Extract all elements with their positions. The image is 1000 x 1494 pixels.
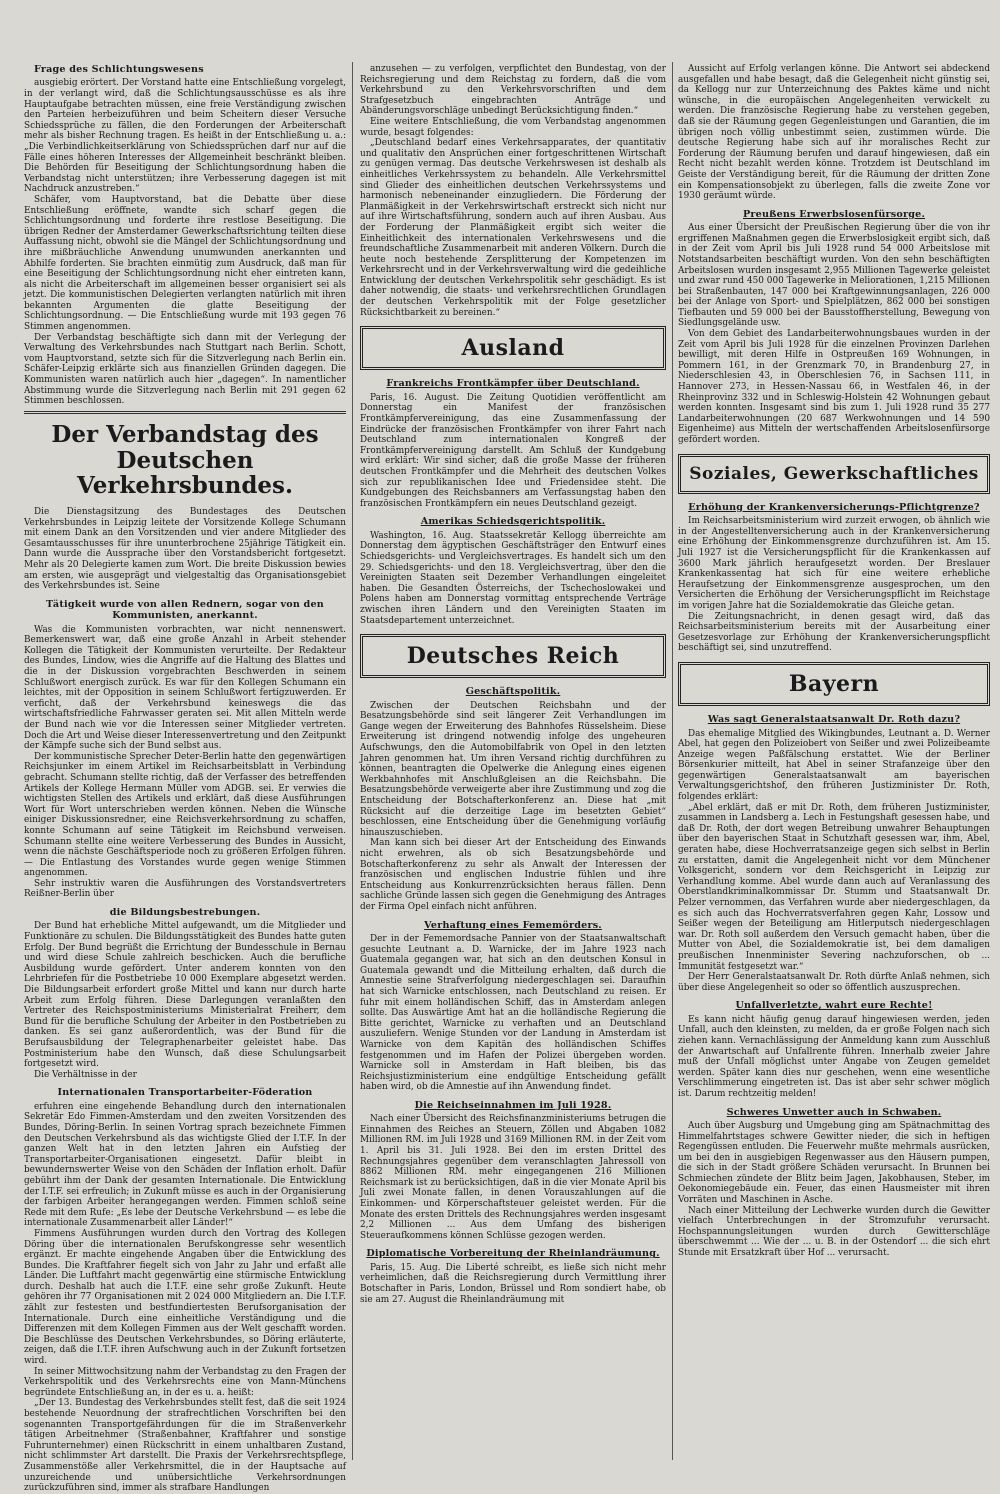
paragraph: Aussicht auf Erfolg verlangen könne. Die Antwort sei abdeckend ausgefallen und habe besagt, daß die Gelegenheit nicht günstig sei, da Kellogg nur zur Unterzeichnung des Paktes käme und nicht wünsche, in die europäischen Angelegenheiten verwickelt zu werden. Die französische Regierung habe zu verstehen gegeben, daß sie der Räumung gegen Gegenleistungen und Garantien, die im übrigen noch völlig unbestimmt seien, zustimmen würde. Die deutsche Regierung habe sich auf ihr moralisches Recht zur Forderung der Räumung berufen und darauf hingewiesen, daß ein Recht nicht bezahlt werden könne. Trotzdem ist Deutschland im Geiste der Verständigung bereit, für die Räumung der dritten Zone ein Kompensationsobjekt zu überlegen, falls die zweite Zone vor 1930 geräumt würde.: [678, 64, 990, 202]
paragraph: Fimmens Ausführungen wurden durch den Vortrag des Kollegen Döring über die internationalen Berufskongresse sehr wesentlich ergänzt. Er machte eingehende Angaben über die Entwicklung des Bundes. Die Kraftfahrer fiegelt sich von Jahr zu Jahr und erfaßt alle Länder. Die Luftfahrt macht gegenwärtig eine stürmische Entwicklung durch. Deshalb hat auch die I.T.F. eine sehr große Zukunft. Heute gehören ihr 77 Organisationen mit 2 024 000 Mitgliedern an. Die I.T.F. zählt zur festesten und bestfundiertesten Berufsorganisation der Internationale. Durch eine einheitliche Verständigung und die Differenzen mit dem Kollegen Fimmen aus der Welt geschafft worden. Die Beschlüsse des Deutschen Verkehrsbundes, so Döring erläuterte, zeigen, daß die I.T.F. ihren Aufschwung auch in der Zukunft fortsetzen wird.: [24, 1228, 346, 1367]
paragraph: Paris, 16. August. Die Zeitung Quotidien veröffentlicht am Donnerstag ein Manifest der französischen Frontkämpfervereinigung, das eine Zusammenfassung der Eindrücke der französischen Frontkämpfer von ihrer Fahrt nach Deutschland zum internationalen Kongreß der Frontkämpfervereinigung darstellt. Am Schluß der Kundgebung wird erklärt: Wir sind sicher, daß die große Masse der früheren deutschen Frontkämpfer und die Mehrheit des deutschen Volkes sich zur republikanischen Idee und Friedensidee steht. Die Kundgebungen des Reichsbanners am Verfassungstag haben den französischen Frontkämpfern ein neues Deutschland gezeigt.: [360, 392, 666, 509]
paragraph: Das ehemalige Mitglied des Wikingbundes, Leutnant a. D. Werner Abel, hat gegen den Polizeiobert von Seißer und zwei Polizeibeamte Anzeige wegen Paßfälschung erstattet. Wie der Berliner Börsenkurier mitteilt, hat Abel in seiner Strafanzeige über den gegenwärtigen Generalstaatsanwalt am bayerischen Verwaltungsgerichtshof, den früheren Justizminister Dr. Roth, folgendes erklärt:: [678, 728, 990, 803]
column-rule: [672, 62, 673, 1460]
section-box-bayern: Bayern: [678, 662, 990, 706]
paragraph: Die Verhältnisse in der: [34, 1069, 137, 1080]
paragraph: Nach einer Übersicht des Reichsfinanzministeriums betrugen die Einnahmen des Reiches an Steuern, Zöllen und Abgaben 1082 Millionen RM. im Juli 1928 und 3169 Millionen RM. in der Zeit vom 1. April bis 31. Juli 1928. Bei den im ersten Drittel des Rechnungsjahres gegenüber dem veranschlagten Jahressoll von 8862 Millionen RM. mehr eingegangenen 216 Millionen Reichsmark ist zu berücksichtigen, daß in die vier Monate April bis Juli zwei Monate fallen, in denen Vorauszahlungen auf die Einkommen- und Körperschaftsteuer geleistet werden. Für die Monate des ersten Drittels des Rechnungsjahres werden insgesamt 2,2 Millionen ... Aus dem Umfang des bisherigen Steueraufkommens können Schlüsse gezogen werden.: [360, 1114, 666, 1241]
paragraph: erfuhren eine eingehende Behandlung durch den internationalen Sekretär Edo Fimmen-Amsterdam und den zweiten Vorsitzenden des Bundes, Döring-Berlin. In seinen Vortrag sprach bezeichnete Fimmen den Deutschen Verkehrsbund als das wichtigste Glied der I.T.F. In der ganzen Welt hat in den letzten Jahren ein Aufstieg der Transportarbeiter-Organisationen eingesetzt. Dafür bleibt in bewundernswerter Weise von den Schäden der Inflation erholt. Dafür gebührt ihm der Dank der gesamten Internationale. Die Entwicklung der I.T.F. sei erfreulich; in Zukunft müsse es auch in der Organisierung der farbigen Arbeiter herangegangen werden. Fimmen schloß seine Rede mit dem Rufe: „Es lebe der Deutsche Verkehrsbund — es lebe die internationale Zusammenarbeit aller Länder!“: [24, 1101, 346, 1229]
paragraph: „Abel erklärt, daß er mit Dr. Roth, dem früheren Justizminister, zusammen in Landsberg a. Lech in Festungshaft gesessen habe, und daß Dr. Roth, der dort wegen Betreibung unwahrer Behauptungen über den bayerischen Staat in Schutzhaft gesessen war, ihm, Abel, geraten habe, diese Hochverratsanzeige gegen sich selbst in Berlin zu erstatten, damit die Angelegenheit nicht vor dem Münchener Volksgericht, sondern vor dem Reichsgericht in Leipzig zur Verhandlung komme. Abel wurde dann auch auf Veranlassung des Oberstlandkriminalkommissar Dr. Stumm und Staatsanwalt Dr. Pelzer vernommen, das Verfahren wurde aber niedergeschlagen, da es sich auch das Hochverratsverfahren gegen Kahr, Lossow und Seißer wegen der Beteiligung am Hitlerputsch niedergeschlagen war. Dr. Roth soll außerdem den Versuch gemacht haben, über die Mutter von Abel, die Sozialdemokratie ist, bei dem damaligen preußischen Innenminister Severing nachzuforschen, ob ... Immunität festgesetzt war.“: [678, 802, 990, 972]
paragraph: Von dem Gebiet des Landarbeiterwohnungsbaues wurden in der Zeit vom April bis Juli 1928 für die einzelnen Provinzen Darlehen bewilligt, mit deren Hilfe in Ostpreußen 169 Wohnungen, in Pommern 161, in der Grenzmark 70, in Brandenburg 27, in Niederschlesien 43, in Oberschlesien 76, in Sachsen 111, in Hannover 273, in Hessen-Nassau 66, in Westfalen 46, in der Rheinprovinz 332 und in Schleswig-Holstein 42 Wohnungen gebaut werden konnten. Insgesamt sind bis zum 1. Juli 1928 rund 35 277 Landarbeiterwohnungen (20 687 Werkwohnungen und 14 590 Eigenheime) aus Mitteln der wertschaffenden Arbeitslosenfürsorge gefördert worden.: [678, 329, 990, 445]
paragraph: Was die Kommunisten vorbrachten, war nicht nennenswert. Bemerkenswert war, daß eine große Anzahl in Arbeit stehender Kollegen die Tätigkeit der Kommunisten verurteilte. Der Redakteur des Bundes, Lindow, wies die Angriffe auf die Haltung des Blattes und die in der Diskussion vorgebrachten Beschwerden in seinem Schlußwort energisch zurück. Es war für den Kollegen Schumann ein leichtes, mit der Opposition in seinem Schlußwort fertigzuwerden. Er verficht, daß der Verkehrsbund keineswegs die das wirtschaftsfriedliche Fahrwasser geraten sei. Mit allen Mitteln werde der Bund nach wie vor die Interessen seiner Mitglieder vertreten. Doch die Art und Weise dieser Interessenvertretung und den Zeitpunkt der Kämpfe suche sich der Bund selbst aus.: [24, 624, 346, 752]
article-heading: Frankreichs Frontkämpfer über Deutschland.: [386, 378, 640, 390]
paragraph: Der Herr Generalstaatsanwalt Dr. Roth dürfte Anlaß nehmen, sich über diese Angelegenheit so oder so öffentlich auszusprechen.: [678, 972, 990, 993]
paragraph: Nach einer Mitteilung der Lechwerke wurden durch die Gewitter vielfach Unterbrechungen in der Stromzufuhr verursacht. Hochspannungsleitungen wurden durch Gewitterschläge überschwemmt ... Wie der ... u. B. in der Ostendorf ... die sich ehrt Stunde mit Ersatzkraft über Hof ... verursacht.: [678, 1205, 990, 1259]
section-heading: Internationalen Transportarbeiter-Föderation: [57, 1087, 313, 1099]
article-heading: Amerikas Schiedsgerichtspolitik.: [420, 516, 606, 528]
paragraph: Aus einer Übersicht der Preußischen Regierung über die von ihr ergriffenen Maßnahmen gegen die Erwerbslosigkeit ergibt sich, daß in der Zeit vom April bis Juli 1928 rund 54 000 Arbeitslose mit Notstandsarbeiten beschäftigt wurden. Von den sehn beschäftigten Arbeitslosen wurden insgesamt 2,955 Millionen Tagewerke geleistet und zwar rund 450 000 Tagewerke in Meliorationen, 1,215 Millionen bei Straßenbauten, 147 000 bei Kraftgewinnungsanlagen, 226 000 bei der Anlage von Sport- und Spielplätzen, 862 000 bei sonstigen Tiefbauten und 59 000 bei der Bausstoffherstellung, Bewegung von Siedlungsgelände usw.: [678, 223, 990, 329]
paragraph: Der in der Fememordsache Pannier von der Staatsanwaltschaft gesuchte Leutnant a. D. Warnicke, der im Jahre 1923 nach Guatemala gegangen war, hat sich an den deutschen Konsul in Guatemala gewandt und die Mitteilung erhalten, daß durch die Amnestie seine Strafverfolgung niedergeschlagen sei. Daraufhin hat sich Warnicke entschlossen, nach Deutschland zu reisen. Er fuhr mit einem holländischen Schiff, das in Amsterdam anlegen sollte. Das Auswärtige Amt hat an die holländische Regierung die Bitte gerichtet, Warnicke zu verhaften und an Deutschland auszuliefern. Wenige Stunden vor der Landung in Amsterdam ist Warnicke von dem Kapitän des holländischen Schiffes festgenommen und im Hafen der Polizei übergeben worden. Warnicke soll in Amsterdam in Haft bleiben, bis das Reichsjustizministerium eine endgültige Entscheidung gefällt haben wird, ob die Amnestie auf ihn Anwendung findet.: [360, 933, 666, 1093]
column-3: [678, 64, 990, 1259]
emphasis-line: Tätigkeit wurde von allen Rednern, sogar von den Kommunisten, anerkannt.: [46, 598, 324, 622]
paragraph: Paris, 15. Aug. Die Liberté schreibt, es ließe sich nicht mehr verheimlichen, daß die Reichsregierung durch Vermittlung ihrer Botschafter in Paris, London, Brüssel und Rom sondiert habe, ob sie am 27. August die Rheinlandräumung mit: [360, 1262, 666, 1305]
paragraph: Zwischen der Deutschen Reichsbahn und der Besatzungsbehörde sind seit längerer Zeit Verhandlungen im Gange wegen der Erweiterung des Bahnhofes Rüsselsheim. Diese Erweiterung ist dringend notwendig infolge des ungeheuren Aufschwungs, den die Automobilfabrik von Opel in den letzten Jahren genommen hat. Um ihren Versand richtig durchführen zu können, beantragten die Opelwerke die Anlegung eines eigenen Werkbahnhofes mit Anschlußgleisen an die Reichsbahn. Die Besatzungsbehörde verweigerte aber ihre Zustimmung und zog die Entscheidung der Botschafterkonferenz an. Diese hat „mit Rücksicht auf die derzeitige Lage im besetzten Gebiet“ beschlossen, eine Entscheidung über die Genehmigung vorläufig hinauszuschieben.: [360, 700, 666, 838]
column-1: [24, 64, 346, 1494]
paragraph: Der Verbandstag beschäftigte sich dann mit der Verlegung der Verwaltung des Verkehrsbundes nach Stuttgart nach Berlin. Schott, vom Hauptvorstand, setzte sich für die Sitzverlegung nach Berlin ein. Schäfer-Leipzig erklärte sich aus finanziellen Gründen dagegen. Die Kommunisten waren natürlich auch hier „dagegen“. In namentlicher Abstimmung wurde die Sitzverlegung nach Berlin mit 291 gegen 62 Stimmen beschlossen.: [24, 332, 346, 407]
section-heading: Frage des Schlichtungswesens: [34, 64, 204, 75]
section-box-deutsches-reich: Deutsches Reich: [360, 634, 666, 678]
column-rule: [352, 62, 353, 1460]
article-heading: Unfallverletzte, wahrt eure Rechte!: [735, 1000, 933, 1012]
paragraph: Man kann sich bei dieser Art der Entscheidung des Einwands nicht erwehren, als ob sich Besatzungsbehörde und Botschafterkonferenz zu sehr als Anwalt der Interessen der französischen und englischen Industrie fühlen und ihre Entscheidung aus Konkurrenzrücksichten heraus fällen. Denn sachliche Gründe lassen sich gegen die Genehmigung des Antrages der Firma Opel einfach nicht anführen.: [360, 838, 666, 912]
paragraph: Die Zeitungsnachricht, in denen gesagt wird, daß das Reichsarbeitsministerium bereits mit der Ausarbeitung einer Gesetzesvorlage zur Erhöhung der Krankenversicherungspflicht beschäftigt sei, sind unzutreffend.: [678, 611, 990, 654]
article-heading: Die Reichseinnahmen im Juli 1928.: [414, 1099, 612, 1111]
paragraph: Es kann nicht häufig genug darauf hingewiesen werden, jeden Unfall, auch den kleinsten, zu melden, da er große Folgen nach sich ziehen kann. Vernachlässigung der Anmeldung kann zum Ausschluß der Anwartschaft auf Unfallrente führen. Innerhalb zweier Jahre muß der Unfall möglichst unter Angabe von Zeugen gemeldet werden. Später kann dies nur geschehen, wenn eine wesentliche Verschlimmerung eingetreten ist. Das ist aber sehr schwer möglich ist. Darum rechtzeitig melden!: [678, 1014, 990, 1099]
article-heading: Diplomatische Vorbereitung der Rheinlandräumung.: [366, 1248, 660, 1260]
column-2: [360, 64, 666, 1305]
paragraph: In seiner Mittwochsitzung nahm der Verbandstag zu den Fragen der Verkehrspolitik und des Verkehrsrechts eine von Mann-Münchens begründete Entschließung an, in der es u. a. heißt:: [24, 1366, 346, 1398]
article-heading: Erhöhung der Krankenversicherungs-Pflichtgrenze?: [688, 501, 980, 513]
paragraph: Auch über Augsburg und Umgebung ging am Spätnachmittag des Himmelfahrtstages schwere Gewitter nieder, die sich in heftigen Regengüssen entluden. Die Feuerwehr mußte mehrmals ausrücken, um bei den in ausgiebigen Regenwasser aus den Häusern pumpen, die sich in der Stadt größere Schäden verursacht. In Brunnen bei Schmiechen zündete der Blitz beim Jagen, Jakobhausen, Steber, im Oekonomiegebäude ein. Feuer, das einen Hausmeister mit ihren Vorräten und Maschinen in Asche.: [678, 1120, 990, 1206]
article-heading: Was sagt Generalstaatsanwalt Dr. Roth dazu?: [707, 714, 961, 726]
article-heading: Preußens Erwerbslosenfürsorge.: [742, 208, 926, 220]
paragraph: Im Reichsarbeitsministerium wird zurzeit erwogen, ob ähnlich wie in der Angestelltenversicherung auch in der Krankenversicherung eine Erhöhung der Einkommensgrenze durchzuführen ist. Am 15. Juli 1927 ist die Versicherungspflicht für die Krankenkassen auf 3600 Mark jährlich heraufgesetzt worden. Der Breslauer Krankenkassentag hat sich für eine weitere erhebliche Heraufsetzung der Einkommensgrenze ausgesprochen, um den Versicherten die Erhöhung der Versicherungspflicht im Reichstage im vorigen Jahre hat die Sozialdemokratie das Gleiche getan.: [678, 516, 990, 611]
article-heading: Verhaftung eines Fememörders.: [424, 919, 602, 931]
article-heading: Geschäftspolitik.: [465, 686, 561, 698]
section-heading: die Bildungsbestrebungen.: [109, 907, 261, 919]
section-box-ausland: Ausland: [360, 326, 666, 370]
paragraph: Eine weitere Entschließung, die vom Verbandstag angenommen wurde, besagt folgendes:: [360, 116, 666, 138]
paragraph: „Deutschland bedarf eines Verkehrsapparates, der quantitativ und qualitativ den Ansprüchen einer fortgeschrittenen Wirtschaft zu genügen vermag. Das deutsche Verkehrswesen ist deshalb als einheitliches Verkehrssystem zu behandeln. Alle Verkehrsmittel sind Glieder des einheitlichen deutschen Verkehrssystems und harmonisch nebeneinander einzugliedern. Die Förderung der Planmäßigkeit in der Verkehrswirtschaft erstreckt sich nicht nur auf ihre Wirtschaftsführung, sondern auch auf ihren Ausbau. Aus der Forderung der Planmäßigkeit ergibt sich weiter die Einheitlichkeit des internationalen Verkehrswesens und die freundschaftliche Zusammenarbeit mit anderen Völkern. Durch die heute noch bestehende Zersplitterung der Kompetenzen im Verkehrsrecht und in der Verkehrsverwaltung wird die gedeihliche Entwicklung der deutschen Verkehrspolitik sehr geschädigt. Es ist daher notwendig, die staats- und verkehrsrechtlichen Grundlagen der deutschen Verkehrspolitik mit der Folge gesetzlicher Rücksichtbarkeit zu bereinen.“: [360, 138, 666, 318]
paragraph: Der kommunistische Sprecher Deter-Berlin hatte den gegenwärtigen Reichsjunker im einem Artikel im Reichsarbeitsblatt in Verbindung gebracht. Schumann stellte richtig, daß der Verfasser des betreffenden Artikels der Kollege Hermann Müller vom ADGB. sei. Er verwies die wichtigsten Stellen des Artikels und erklärt, daß diese Ausführungen Wort für Wort unterschrieben werden können. Neben die Wünsche einiger Diskussionsredner, eine Reichsverkehrsordnung zu schaffen, konnte Schumann auf seine Tätigkeit im Reichsbund verweisen. Schumann stellte eine weitere Verbesserung des Bundes in Aussicht, wenn die nächste Geschäftsperiode noch zu größeren Erfolgen führen. — Die Entlastung des Vorstandes wurde gegen wenige Stimmen angenommen.: [24, 751, 346, 879]
article-headline: Der Verbandstag des Deutschen Verkehrsbundes.: [51, 420, 319, 500]
paragraph: Washington, 16. Aug. Staatssekretär Kellogg überreichte am Donnerstag dem ägyptischen Geschäftsträger den Entwurf eines Schiedsgerichts- und Vergleichsvertrages. Es handelt sich um den 29. Schiedsgerichts- und den 18. Vergleichsvertrag, über den die Vereinigten Staaten seit Dezember Verhandlungen eingeleitet haben. Die Gesandten Österreichs, der Tschechoslowakei und Polens haben am Donnerstag vormittag entsprechende Verträge zwischen ihren Ländern und den Vereinigten Staaten im Staatsdepartement unterzeichnet.: [360, 530, 666, 626]
paragraph: anzusehen — zu verfolgen, verpflichtet den Bundestag, von der Reichsregierung und dem Reichstag zu fordern, daß die vom Verkehrsbund zu den Verkehrsvorschriften und dem Strafgesetzbuch eingebrachten Anträge und Abänderungsvorschläge unbedingt Berücksichtigung finden.“: [360, 64, 666, 117]
paragraph: Sehr instruktiv waren die Ausführungen des Vorstandsvertreters Reißner-Berlin über: [24, 878, 346, 900]
paragraph: Schäfer, vom Hauptvorstand, bat die Debatte über diese Entschließung eröffnete, wandte sich scharf gegen die Schlichtungsordnung und forderte ihre restlose Beseitigung. Die übrigen Redner der Amsterdamer Gewerkschaftsrichtung teilten diese Auffassung nicht, obwohl sie die Mängel der Schlichtungsordnung und ihre mißbräuchliche Anwendung unumwunden anerkannten und Abhilfe forderten. Sie brachten einmütig zum Ausdruck, daß man für eine Beseitigung der Schlichtungsordnung nicht eher eintreten kann, als nicht die Arbeiterschaft im allgemeinen besser organisiert sei als jetzt. Die kommunistischen Delegierten verlangten natürlich mit ihren bekannten Argumenten die glatte Beseitigung der Schlichtungsordnung. — Die Entschließung wurde mit 193 gegen 76 Stimmen angenommen.: [24, 194, 346, 333]
article-heading: Schweres Unwetter auch in Schwaben.: [726, 1106, 942, 1118]
paragraph: Der Bund hat erhebliche Mittel aufgewandt, um die Mitglieder und Funktionäre zu schulen. Die Bildungsstätigkeit des Bundes hatte guten Erfolg. Der Bund begrüßt die Errichtung der Bundesschule in Bernau und wird diese Schule zahlreich beschicken. Auch die berufliche Ausbildung wurde gefördert. Unter anderem konnten von den Lehrbriefen für die Postbetriebe 10 000 Exemplare abgesetzt werden. Die Bildungsarbeit erfordert große Mittel und kann nur durch harte Arbeit zum Erfolg führen. Diese Darlegungen veranlaßten den Vertreter des Reichspostministeriums Ministerialrat Freiherr, dem Bund für die berufliche Schulung der Arbeiter in den Postbetrieben zu danken. Es sei ganz außerordentlich, was der Bund für die Berufsausbildung der Telegraphenarbeiter geleistet habe. Das Postministerium habe den Wunsch, daß diese Schulungsarbeit fortgesetzt wird.: [24, 921, 346, 1070]
paragraph: ausgiebig erörtert. Der Vorstand hatte eine Entschließung vorgelegt, in der verlangt wird, daß die Schlichtungsausschüsse es als ihre Hauptaufgabe betrachten müssen, eine freie Verständigung zwischen den Parteien herbeizuführen und beim Scheitern dieser Versuche Schiedssprüche zu fällen, die den Forderungen der Arbeiterschaft mehr als bisher Rechnung tragen. Es heißt in der Entschließung u. a.: „Die Verbindlichkeitserklärung von Schiedssprüchen darf nur auf die Fälle eines höheren Interesses der Allgemeinheit beschränkt bleiben. Die Behörden für Beseitigung der Schlichtungsordnung haben die Verbandstag nicht unterstützen; ihre Verbesserung dagegen ist mit Nachdruck anzustreben.“: [24, 78, 346, 195]
paragraph: Die Dienstagsitzung des Bundestages des Deutschen Verkehrsbundes in Leipzig leitete der Vorsitzende Kollege Schumann mit einem Dank an den Vorsitzenden und vier andere Mitglieder des Gesamtausschusses für ihre ununterbrochene 25jährige Tätigkeit ein. Dann wurde die Aussprache über den Vorstandsbericht fortgesetzt. Mehr als 20 Delegierte kamen zum Wort. Die breite Diskussion bewies am ersten, wie ausgeprägt und vielgestaltig das Organisationsgebiet des Verkehrsbundes ist. Seine: [24, 507, 346, 592]
divider: [24, 411, 346, 414]
section-box-soziales: Soziales, Gewerkschaftliches: [678, 454, 990, 494]
paragraph: „Der 13. Bundestag des Verkehrsbundes stellt fest, daß die seit 1924 bestehende Neuordnung der strafrechtlichen Vorschriften bei den sogenannten Transportgefährdungen für die im Straßenverkehr tätigen Arbeitnehmer (Straßenbahner, Kraftfahrer und sonstige Fuhrunternehmer) einen Rückschritt in einem unhaltbaren Zustand, nicht schlimmster Art darstellt. Die Praxis der Verkehrsrechtspflege, Zusammenstöße aller Verkehrsmittel, die in der Hauptsache auf unzureichende und unübersichtliche Verkehrsordnungen zurückzuführen sind, immer als strafbare Handlungen: [24, 1398, 346, 1494]
